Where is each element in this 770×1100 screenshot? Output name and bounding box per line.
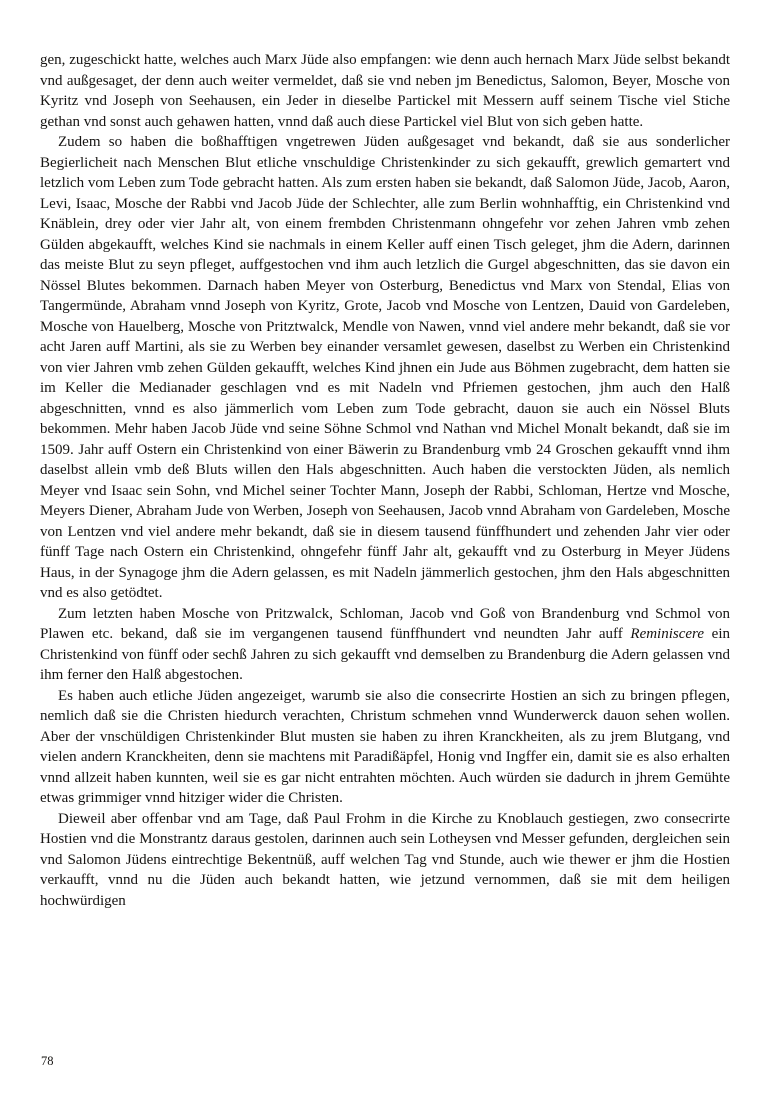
text-segment: gen, zugeschickt hatte, welches auch Marx Jüde also empfangen: wie denn auch hernach Marx Jüde selbst bekandt vnd außgesaget, der denn auch weiter vermeldet, daß sie vnd neben jm Benedictus, Salomon, Beyer, Mosche von Kyritz vnd Joseph von Seehausen, ein Jeder in dieselbe Partickel mit Messern auff seinem Tische viel Stiche gethan vnd sonst auch gehawen hatten, vnnd daß auch diese Partickel viel Blut von sich geben hatte. — [40, 52, 730, 130]
text-segment: Es haben auch etliche Jüden angezeiget, warumb sie also die consecrirte Hostien an sich zu bringen pflegen, nemlich daß sie die Christen hiedurch verachten, Christum schmehen vnnd Wunderwerck dauon sehen wollen. Aber der vnschüldigen Christenkinder Blut musten sie haben zu ihren Kranckheiten, als zu jrem Blutgang, vnd vielen andern Kranckheiten, denn sie machtens mit Paradißäpfel, Honig vnd Ingffer ein, damit sie es also erhalten vnnd allzeit haben kunnten, weil sie es gar nicht entrahten möchten. Auch würden sie dadurch in jhrem Gemühte etwas grimmiger vnnd hitziger wider die Christen. — [40, 687, 730, 806]
text-segment: Dieweil aber offenbar vnd am Tage, daß Paul Frohm in die Kirche zu Knoblauch gestiegen, zwo consecrirte Hostien vnd die Monstrantz daraus gestolen, darinnen auch sein Lotheysen vnd Messer gefunden, dergleichen sein vnd Salomon Jüdens eintrechtige Bekentnüß, auff welchen Tag vnd Stunde, auch wie thewer er jhm die Hostien verkaufft, vnnd nu die Jüden auch bekandt hatten, wie jetzund vernommen, daß sie mit dem heiligen hochwürdigen — [40, 810, 730, 909]
paragraph — [40, 132, 730, 604]
paragraph — [40, 50, 730, 132]
paragraph — [40, 686, 730, 809]
text-segment: Zum letzten haben Mosche von Pritzwalck, Schloman, Jacob vnd Goß von Brandenburg vnd Schmol von Plawen etc. bekand, daß sie im vergangenen tausend fünffhundert vnd neundten Jahr auff — [40, 605, 730, 642]
body-text — [40, 50, 730, 911]
italic-text-segment: Reminiscere — [630, 626, 704, 642]
text-segment: ein Christenkind von fünff oder sechß Jahren zu sich gekaufft vnd demselben zu Brandenburg die Adern gelassen vnd ihm ferner den Halß abgestochen. — [40, 626, 730, 683]
paragraph — [40, 809, 730, 912]
text-segment: Zudem so haben die boßhafftigen vngetrewen Jüden außgesaget vnd bekandt, daß sie aus sonderlicher Begierlicheit nach Menschen Blut etliche vnschuldige Christenkinder zu sich gekaufft, grewlich gemartert vnd letzlich vom Leben zum Tode gebracht hatten. Als zum ersten haben sie bekandt, daß Salomon Jüde, Jacob, Aaron, Levi, Isaac, Mosche der Rabbi vnd Jacob Jüde der Schlechter, alle zum Berlin wohnhafftig, ein Christenkind vnd Knäblein, drey oder vier Jahr alt, von einem frembden Christenmann ohngefehr vor zehen Jahren vmb zehen Gülden abgekaufft, welches Kind sie nachmals in einem Keller auff einen Tisch geleget, jhm die Adern, darinnen das meiste Blut zu seyn pfleget, auffgestochen vnd ihm auch letzlich die Gurgel abgeschnitten, das sie davon ein Nössel Blutes bekommen. Darnach haben Meyer von Osterburg, Benedictus vnd Marx von Stendal, Elias von Tangermünde, Abraham vnnd Joseph von Kyritz, Grote, Jacob vnd Mosche von Lentzen, Dauid von Gardeleben, Mosche von Hauelberg, Mosche von Pritztwalck, Mendle von Nawen, vnnd viel andere mehr bekandt, daß sie vor acht Jaren auff Martini, als sie zu Werben bey einander versamlet gewesen, daselbst zu Werben ein Christenkind von vier Jahren vmb zehen Gülden gekaufft, welches Kind jhnen ein Jude aus Böhmen zugebracht, dem hatten sie im Keller die Medianader geschlagen vnd es mit Nadeln vnd Pfriemen gestochen, jhm auch den Halß abgeschnitten, vnnd es also jämmerlich vom Leben zum Tode gebracht, dauon sie auch ein Nössel Bluts bekommen. Mehr haben Jacob Jüde vnd seine Söhne Schmol vnd Nathan vnd Michel Monalt bekandt, daß sie im 1509. Jahr auff Ostern ein Christenkind von einer Bäwerin zu Brandenburg vmb 24 Groschen gekaufft vnnd ihm daselbst allein vmb deß Bluts willen den Hals abgeschnitten. Auch haben die verstockten Jüden, als nemlich Meyer vnd Isaac sein Sohn, vnd Michel seiner Tochter Mann, Joseph der Rabbi, Schloman, Hertze vnd Mosche, Meyers Diener, Abraham Jude von Werben, Joseph von Seehausen, Jacob vnnd Abraham von Gardeleben, Mosche von Lentzen vnd viel andere mehr bekandt, daß sie in diesem tausend fünffhundert und zehenden Jahr vier oder fünff Tage nach Ostern ein Christenkind, ohngefehr fünff Jahr alt, gekaufft vnd zu Osterburg in Meyer Jüdens Haus, in der Synagoge jhm die Adern gelassen, es mit Nadeln jämmerlich gestochen, jhm den Hals abgeschnitten vnd es also getödtet. — [40, 134, 730, 601]
page-number: 78 — [41, 1054, 54, 1068]
paragraph — [40, 604, 730, 686]
